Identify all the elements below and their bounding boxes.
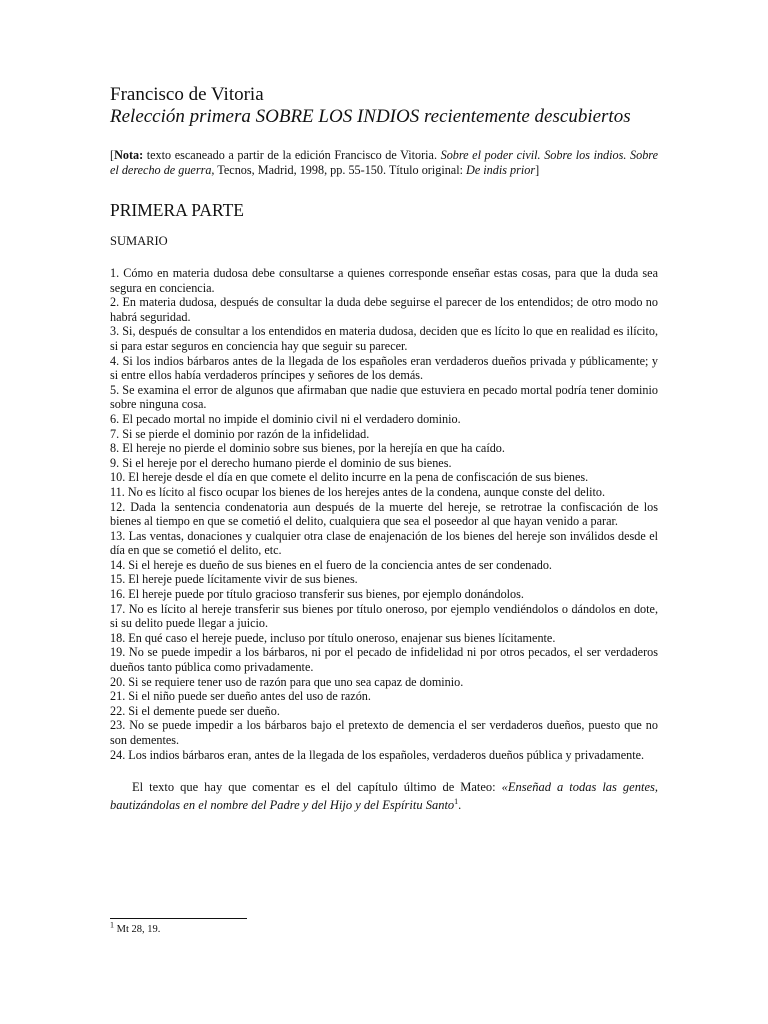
summary-label: SUMARIO [110,234,168,248]
summary-item: 2. En materia dudosa, después de consultar la duda debe seguirse el parecer de los entendidos; de otro modo no habrá seguridad. [110,295,658,324]
summary-item: 9. Si el hereje por el derecho humano pierde el dominio de sus bienes. [110,455,452,470]
summary-item: 19. No se puede impedir a los bárbaros, ni por el pecado de infidelidad ni por otros pecados, el ser verdaderos dueños tanto pública como privadamente. [110,645,658,675]
summary-item: 11. No es lícito al fisco ocupar los bienes de los herejes antes de la condena, aunque conste del delito. [110,484,606,499]
summary-item: 7. Si se pierde el dominio por razón de la infidelidad. [110,426,370,441]
summary-item: 16. El hereje puede por título gracioso transferir sus bienes, por ejemplo donándolos. [110,587,524,602]
summary-list [110,266,658,762]
section-title: PRIMERA PARTE [110,200,244,220]
summary-item: 17. No es lícito al hereje transferir sus bienes por título oneroso, por ejemplo vendiéndolos o dándolos en dote, si su delito puede llegar a juicio. [110,601,658,631]
author-name: Francisco de Vitoria [110,84,264,105]
summary-item: 1. Cómo en materia dudosa debe consultarse a quienes corresponde enseñar estas cosas, para que la duda sea segura en conciencia. [110,266,658,295]
note-label: Nota: [114,148,144,162]
summary-item: 5. Se examina el error de algunos que afirmaban que nadie que estuviera en pecado mortal podría tener dominio sobre ninguna cosa. [110,382,658,412]
summary-item: 3. Si, después de consultar a los entendidos en materia dudosa, deciden que es lícito lo que en realidad es ilícito, si para estar seguros en conciencia hay que seguir su parecer. [110,324,658,353]
note-edition-title: Sobre el poder civil. Sobre los indios. Sobre el derecho de guerra [110,148,658,177]
footnote-number: 1 [110,920,114,930]
body-paragraph [110,778,658,814]
footnote [110,920,161,936]
summary-item: 14. Si el hereje es dueño de sus bienes en el fuero de la conciencia antes de ser condenado. [110,557,552,572]
document-page [110,84,658,814]
body-end: . [458,798,462,813]
summary-item: 22. Si el demente puede ser dueño. [110,703,280,718]
summary-item: 13. Las ventas, donaciones y cualquier otra clase de enajenación de los bienes del hereje son inválidos desde el día en que se cometió el delito, etc. [110,528,658,558]
summary-item: 8. El hereje no pierde el dominio sobre sus bienes, por la herejía en que ha caído. [110,441,505,456]
summary-item: 20. Si se requiere tener uso de razón para que uno sea capaz de dominio. [110,674,464,689]
note-original-title: De indis prior [466,163,536,177]
footnote-divider [110,918,247,919]
summary-item: 15. El hereje puede lícitamente vivir de sus bienes. [110,572,358,587]
summary-item: 24. Los indios bárbaros eran, antes de la llegada de los españoles, verdaderos dueños pública y privadamente. [110,747,645,762]
body-quote: «Enseñad a todas las gentes, bautizándolas en el nombre del Padre y del Hijo y del Espíritu Santo [110,780,658,813]
note-close-bracket: ] [535,163,540,177]
footnote-text: Mt 28, 19. [114,924,161,935]
summary-item: 12. Dada la sentencia condenatoria aun después de la muerte del hereje, se retrotrae la confiscación de los bienes al tiempo en que se cometió el delito, cualquiera que sea el poseedor al que hayan venido a parar. [110,499,658,529]
summary-item: 18. En qué caso el hereje puede, incluso por título oneroso, enajenar sus bienes lícitamente. [110,630,556,645]
body-lead: El texto que hay que comentar es el del capítulo último de Mateo: [132,780,502,795]
note-text-2: , Tecnos, Madrid, 1998, pp. 55-150. Título original: [211,163,467,177]
footnote-reference[interactable]: 1 [454,797,459,807]
editorial-note [110,148,658,178]
summary-item: 4. Si los indios bárbaros antes de la llegada de los españoles eran verdaderos dueños privada y públicamente; y si entre ellos había verdaderos príncipes y señores de los demás. [110,353,658,383]
note-text-1: texto escaneado a partir de la edición Francisco de Vitoria. [143,148,441,162]
summary-item: 6. El pecado mortal no impide el dominio civil ni el verdadero dominio. [110,411,461,426]
note-open-bracket: [ [110,148,115,162]
summary-item: 10. El hereje desde el día en que comete el delito incurre en la pena de confiscación de sus bienes. [110,470,589,485]
work-title: Relección primera SOBRE LOS INDIOS recientemente descubiertos [110,106,631,127]
summary-item: 23. No se puede impedir a los bárbaros bajo el pretexto de demencia el ser verdaderos dueños, puesto que no son dementes. [110,718,658,747]
summary-item: 21. Si el niño puede ser dueño antes del uso de razón. [110,689,371,704]
